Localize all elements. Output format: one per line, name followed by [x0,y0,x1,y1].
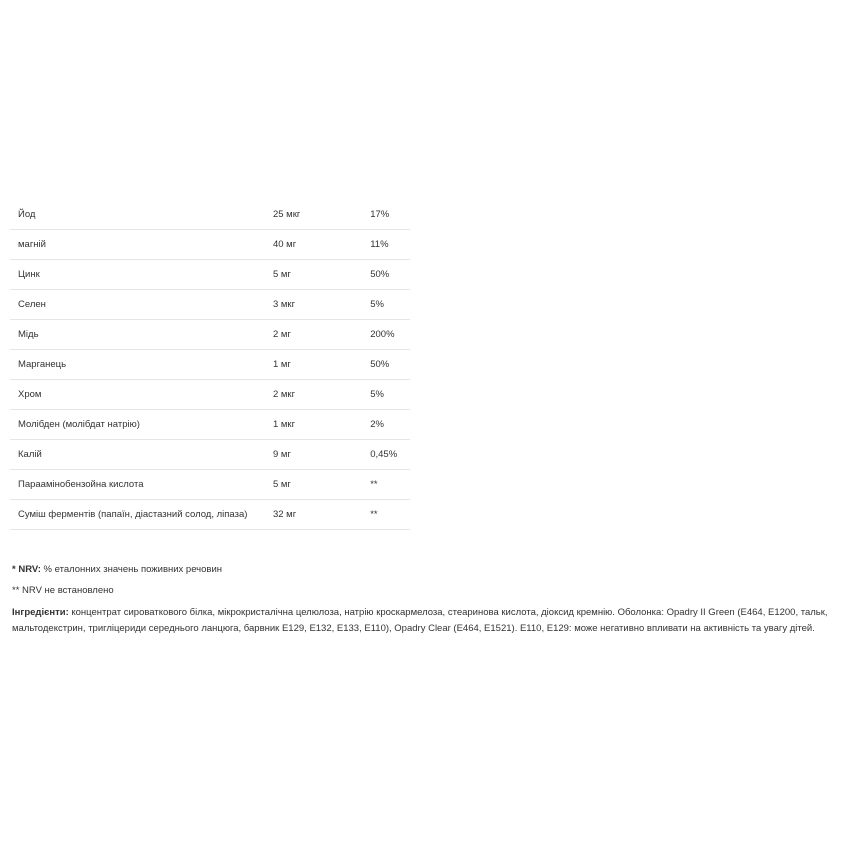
nutrient-name-cell: Йод [10,200,265,230]
nutrient-amount-cell: 2 мг [265,320,362,350]
nutrient-name-cell: Селен [10,290,265,320]
nutrient-nrv-cell: 0,45% [362,440,410,470]
nutrient-name-cell: Молібден (молібдат натрію) [10,410,265,440]
table-row [10,320,410,350]
nutrient-name-cell: Калій [10,440,265,470]
nutrient-nrv-cell: 50% [362,350,410,380]
nutrient-amount-cell: 1 мг [265,350,362,380]
nutrient-nrv-cell: ** [362,500,410,530]
nrv-footnote [12,562,852,578]
nutrition-table-body [10,200,410,530]
table-row [10,500,410,530]
nutrient-name-cell: Хром [10,380,265,410]
nutrient-nrv-cell: 200% [362,320,410,350]
notes-section [12,562,852,637]
nutrient-nrv-cell: 5% [362,290,410,320]
nutrient-name-cell: Параамінобензойна кислота [10,470,265,500]
nutrient-nrv-cell: ** [362,470,410,500]
nutrient-amount-cell: 9 мг [265,440,362,470]
nutrient-name-cell: Мідь [10,320,265,350]
nutrient-amount-cell: 32 мг [265,500,362,530]
nutrient-name-cell: Марганець [10,350,265,380]
table-row [10,260,410,290]
nutrient-amount-cell: 5 мг [265,470,362,500]
table-row [10,380,410,410]
ingredients-text: концентрат сироваткового білка, мікрокристалічна целюлоза, натрію кроскармелоза, стеаринова кислота, діоксид кремнію. Оболонка: Opadry II Green (E464, E1200, тальк, мальтодекстрин, тригліцериди середнього ланцюга, барвник E129, E132, E133, E110), Opadry Clear (E464, E1521). E110, E129: може негативно впливати на активність та увагу дітей. [12,607,828,634]
table-row [10,440,410,470]
nutrient-nrv-cell: 5% [362,380,410,410]
nrv-footnote-label: * NRV: [12,564,41,575]
nutrient-amount-cell: 25 мкг [265,200,362,230]
nutrient-amount-cell: 1 мкг [265,410,362,440]
table-row [10,290,410,320]
nutrient-amount-cell: 40 мг [265,230,362,260]
ingredients-label: Інгредієнти: [12,607,69,618]
nutrient-name-cell: Цинк [10,260,265,290]
ingredients-paragraph [12,605,852,637]
table-row [10,410,410,440]
nutrient-name-cell: Суміш ферментів (папаїн, діастазний солод, ліпаза) [10,500,265,530]
nutrient-nrv-cell: 50% [362,260,410,290]
nrv-footnote-text: % еталонних значень поживних речовин [40,564,223,575]
nutrient-amount-cell: 2 мкг [265,380,362,410]
table-row [10,350,410,380]
nutrient-nrv-cell: 2% [362,410,410,440]
nrv-not-established-footnote: ** NRV не встановлено [12,585,114,596]
nutrient-nrv-cell: 17% [362,200,410,230]
table-row [10,470,410,500]
table-row [10,200,410,230]
table-row [10,230,410,260]
nutrient-name-cell: магній [10,230,265,260]
nutrient-amount-cell: 3 мкг [265,290,362,320]
nutrition-table [10,200,410,530]
nutrient-amount-cell: 5 мг [265,260,362,290]
nutrient-nrv-cell: 11% [362,230,410,260]
